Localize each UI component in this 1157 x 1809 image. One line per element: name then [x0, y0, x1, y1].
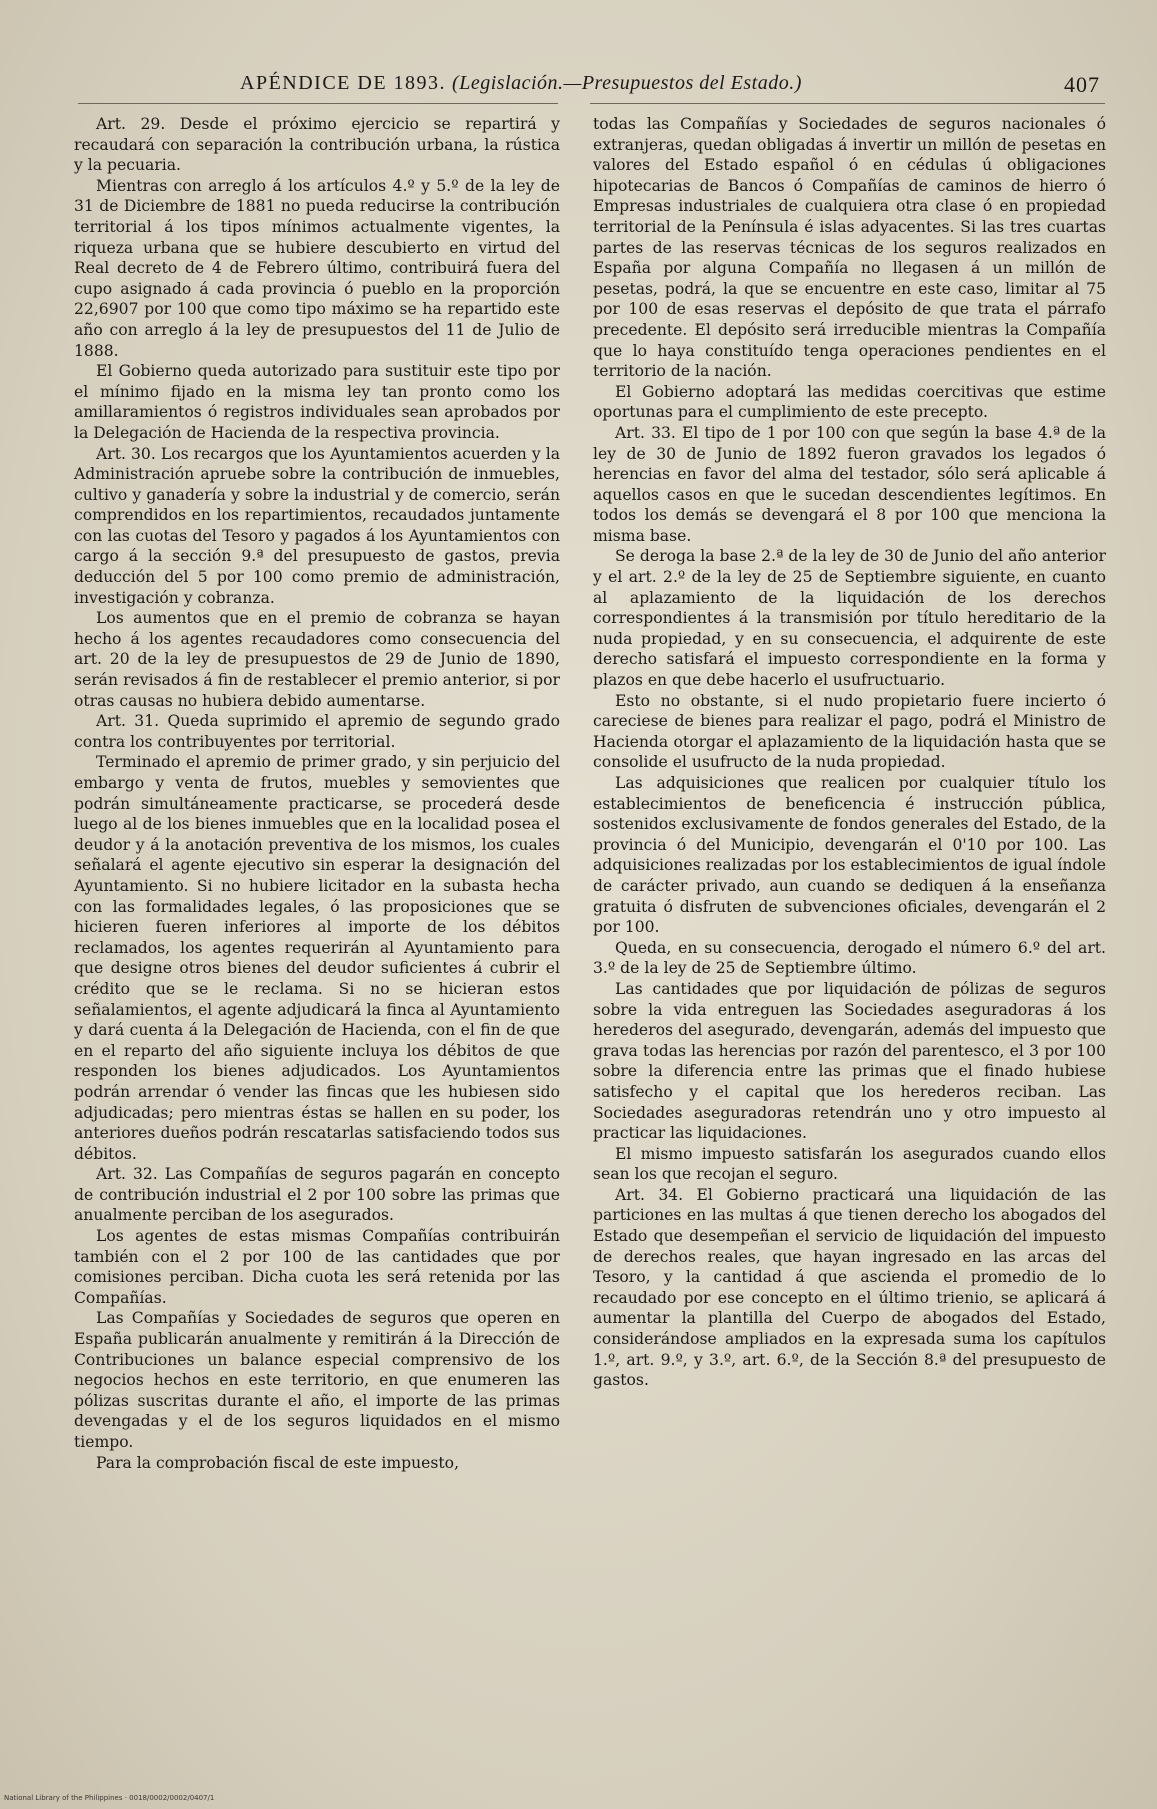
- paragraph: Se deroga la base 2.ª de la ley de 30 de Junio del año anterior y el art. 2.º de la ley de 25 de Septiembre siguiente, en cuanto al aplazamiento de la liquidación de los derechos correspondientes á la transmisión por título hereditario de la nuda propiedad, y en su consecuencia, el adquirente de este derecho satisfará el impuesto correspondiente en la forma y plazos en que debe hacerlo el usufructuario.: [593, 547, 1106, 690]
- paragraph: Mientras con arreglo á los artículos 4.º y 5.º de la ley de 31 de Diciembre de 1881 no pueda reducirse la contribución territorial á los tipos mínimos actualmente vigentes, la riqueza urbana que se hubiere descubierto en virtud del Real decreto de 4 de Febrero último, contribuirá fuera del cupo asignado á cada provincia ó pueblo en la proporción 22,6907 por 100 que como tipo máximo se ha repartido este año con arreglo á la ley de presupuestos del 11 de Julio de 1888.: [74, 176, 560, 360]
- paragraph: Art. 34. El Gobierno practicará una liquidación de las particiones en las multas á que tienen derecho los abogados del Estado que desempeñan el servicio de liquidación del impuesto de derechos reales, que hayan ingresado en las arcas del Tesoro, y la cantidad á que ascienda el promedio de lo recaudado por ese concepto en el último trienio, se aplicará á aumentar la plantilla del Cuerpo de abogados del Estado, considerándose ampliados en la expresada suma los capítulos 1.º, art. 9.º, y 3.º, art. 6.º, de la Sección 8.ª del presupuesto de gastos.: [593, 1185, 1106, 1390]
- paragraph: Art. 29. Desde el próximo ejercicio se repartirá y recaudará con separación la contribución urbana, la rústica y la pecuaria.: [74, 115, 560, 175]
- scan-footer: National Library of the Philippines · 0018/0002/0002/0407/1: [4, 1794, 215, 1802]
- page-number: 407: [1064, 72, 1100, 97]
- paragraph: Para la comprobación fiscal de este impuesto,: [96, 1453, 460, 1472]
- paragraph: El Gobierno queda autorizado para sustituir este tipo por el mínimo fijado en la misma ley tan pronto como los amillaramientos ó registros individuales sean aprobados por la Delegación de Hacienda de la respectiva provincia.: [74, 362, 560, 442]
- running-title-lead: APÉNDICE DE 1893.: [240, 72, 447, 94]
- paragraph: Las cantidades que por liquidación de pólizas de seguros sobre la vida entreguen las Sociedades aseguradoras á los herederos del asegurado, devengarán, además del impuesto que grava todas las herencias por razón del parentesco, el 3 por 100 sobre la diferencia entre las primas que el finado hubiese satisfecho y el capital que los herederos reciban. Las Sociedades aseguradoras retendrán uno y otro impuesto al practicar las liquidaciones.: [593, 979, 1106, 1143]
- paragraph: Art. 30. Los recargos que los Ayuntamientos acuerden y la Administración apruebe sobre la contribución de inmuebles, cultivo y ganadería y sobre la industrial y de comercio, serán comprendidos en los repartimientos, recaudados juntamente con las cuotas del Tesoro y pagados á los Ayuntamientos con cargo á la sección 9.ª del presupuesto de gastos, previa deducción del 5 por 100 como premio de administración, investigación y cobranza.: [74, 444, 560, 607]
- paragraph: Las adquisiciones que realicen por cualquier título los establecimientos de beneficencia é instrucción pública, sostenidos exclusivamente de fondos generales del Estado, de la provincia ó del Municipio, devengarán el 0'10 por 100. Las adquisiciones realizadas por los establecimientos de igual índole de carácter privado, aun cuando se dediquen á la enseñanza gratuita ó disfruten de subvenciones oficiales, devengarán el 2 por 100.: [593, 774, 1106, 937]
- right-column: [593, 114, 1106, 1391]
- running-title-subtitle: (Legislación.—Presupuestos del Estado.): [452, 72, 802, 94]
- paragraph: Los aumentos que en el premio de cobranza se hayan hecho á los agentes recaudadores como consecuencia del art. 20 de la ley de presupuestos de 29 de Junio de 1890, serán revisados á fin de restablecer el premio anterior, si por otras causas no hubiera debido aumentarse.: [74, 609, 560, 710]
- paragraph: Art. 33. El tipo de 1 por 100 con que según la base 4.ª de la ley de 30 de Junio de 1892 fueron gravados los legados ó herencias en favor del alma del testador, sólo será aplicable á aquellos casos en que le sucedan descendientes legítimos. En todos los demás se devengará el 8 por 100 que menciona la misma base.: [593, 423, 1106, 545]
- paragraph: Art. 32. Las Compañías de seguros pagarán en concepto de contribución industrial el 2 por 100 sobre las primas que anualmente perciban de los asegurados.: [74, 1165, 560, 1225]
- paragraph: El mismo impuesto satisfarán los asegurados cuando ellos sean los que recojan el seguro.: [593, 1144, 1106, 1184]
- paragraph: Esto no obstante, si el nudo propietario fuere incierto ó careciese de bienes para realizar el pago, podrá el Ministro de Hacienda otorgar el aplazamiento de la liquidación hasta que se consolide el usufructo de la nuda propiedad.: [593, 691, 1106, 772]
- paragraph: Terminado el apremio de primer grado, y sin perjuicio del embargo y venta de frutos, muebles y semovientes que podrán simultáneamente practicarse, se procederá desde luego al de los bienes inmuebles que en la localidad posea el deudor y á la anotación preventiva de los mismos, los cuales señalará el agente ejecutivo sin esperar la designación del Ayuntamiento. Si no hubiere licitador en la subasta hecha con las formalidades legales, ó las proposiciones que se hicieren fueren inferiores al importe de los débitos reclamados, los agentes requerirán al Ayuntamiento para que designe otros bienes del deudor suficientes á cubrir el crédito que se le reclama. Si no se hicieran estos señalamientos, el agente adjudicará la finca al Ayuntamiento y dará cuenta á la Delegación de Hacienda, con el fin de que en el reparto del año siguiente incluya los débitos de que responden los bienes adjudicados. Los Ayuntamientos podrán arrendar ó vender las fincas que les hubiesen sido adjudicadas; pero mientras éstas se hallen en su poder, los anteriores dueños podrán rescatarlas satisfaciendo todos sus débitos.: [74, 753, 560, 1163]
- paragraph: Las Compañías y Sociedades de seguros que operen en España publicarán anualmente y remitirán á la Dirección de Contribuciones un balance especial comprensivo de los negocios hechos en este territorio, en que enumeren las pólizas suscritas durante el año, el importe de las primas devengadas y el de los seguros liquidados en el mismo tiempo.: [74, 1309, 560, 1451]
- page-header: [240, 68, 1100, 98]
- paragraph: Los agentes de estas mismas Compañías contribuirán también con el 2 por 100 de las cantidades que por comisiones perciban. Dicha cuota les será retenida por las Compañías.: [74, 1227, 560, 1307]
- left-column: [74, 114, 560, 1473]
- paragraph: El Gobierno adoptará las medidas coercitivas que estime oportunas para el cumplimiento de este precepto.: [593, 382, 1106, 422]
- paragraph: todas las Compañías y Sociedades de seguros nacionales ó extranjeras, quedan obligadas á invertir un millón de pesetas en valores del Estado español ó en cédulas ú obligaciones hipotecarias de Bancos ó Compañías de caminos de hierro ó Empresas industriales de cualquiera otra clase ó en propiedad territorial de la Península é islas adyacentes. Si las tres cuartas partes de las reservas técnicas de los seguros realizados en España por alguna Compañía no llegasen á un millón de pesetas, podrá, la que se encuentre en este caso, limitar al 75 por 100 de esas reservas el depósito de que trata el párrafo precedente. El depósito será irreducible mientras la Compañía que lo haya constituído tenga operaciones pendientes en el territorio de la nación.: [593, 115, 1106, 381]
- paragraph: Queda, en su consecuencia, derogado el número 6.º del art. 3.º de la ley de 25 de Septiembre último.: [593, 938, 1106, 978]
- header-rule-left: [78, 103, 558, 104]
- paragraph: Art. 31. Queda suprimido el apremio de segundo grado contra los contribuyentes por territorial.: [74, 712, 560, 751]
- header-rule-right: [590, 103, 1105, 104]
- running-title: [240, 72, 802, 95]
